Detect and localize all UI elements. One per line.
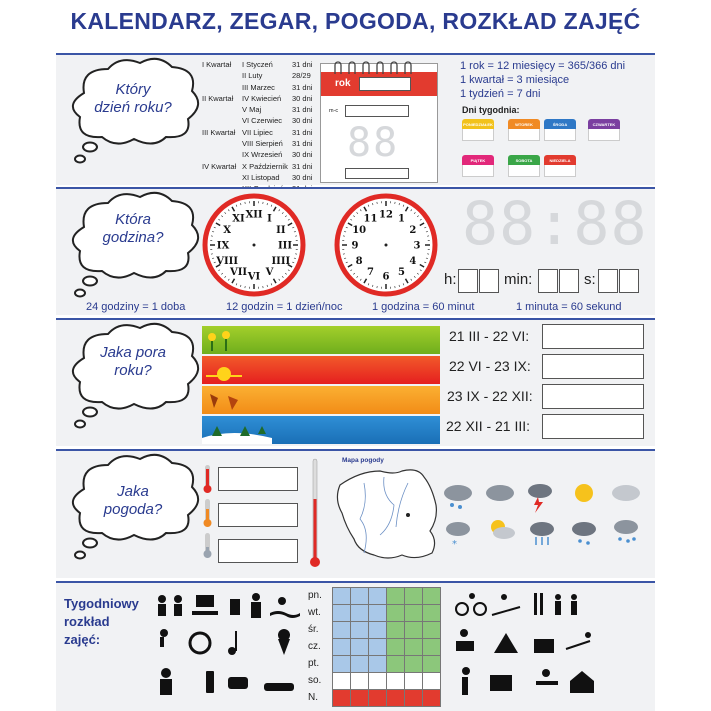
schedule-row	[333, 605, 441, 622]
spring-input[interactable]	[542, 324, 644, 349]
schedule-day-label: śr.	[308, 624, 319, 635]
clock-question: Która godzina?	[102, 211, 164, 246]
clock-fact-day: 24 godziny = 1 doba	[86, 301, 186, 313]
trash-icon	[230, 599, 240, 615]
weekday-label: NIEDZIELA	[544, 155, 576, 165]
desk-icon	[536, 669, 558, 685]
month-label: m-c	[329, 108, 339, 114]
snow-icon	[446, 522, 470, 550]
schedule-cell[interactable]	[351, 622, 369, 639]
weekday-label: PIĄTEK	[462, 155, 494, 165]
svg-text:IX: IX	[216, 240, 230, 252]
tent-icon	[494, 633, 518, 653]
schedule-row	[333, 690, 441, 707]
minutes-label: min:	[504, 271, 533, 288]
month-name: VIII Sierpień	[242, 139, 283, 149]
schedule-day-label: wt.	[308, 607, 321, 618]
bag-icon	[534, 639, 554, 653]
schedule-panel	[56, 581, 655, 711]
schedule-cell[interactable]	[423, 605, 441, 622]
swimming-icon	[270, 597, 300, 618]
weekday-label: PONIEDZIAŁEK	[462, 119, 494, 129]
day-name-input[interactable]	[345, 168, 409, 179]
svg-text:VI: VI	[247, 271, 261, 283]
month-input[interactable]	[345, 105, 409, 117]
arabic-clock-icon	[334, 193, 438, 297]
summer-range-label: 22 VI - 23 IX:	[449, 358, 531, 374]
sun-icon	[202, 356, 242, 384]
month-days: 31 dni	[292, 105, 313, 115]
schedule-cell[interactable]	[405, 656, 423, 673]
svg-text:1: 1	[398, 213, 405, 225]
scale-thermometer-icon	[308, 459, 322, 569]
tv-icon	[490, 675, 512, 691]
spring-band	[202, 326, 440, 354]
month-name: V Maj	[242, 105, 262, 115]
schedule-cell[interactable]	[351, 690, 369, 707]
schedule-cell[interactable]	[423, 639, 441, 656]
hours-input-2[interactable]	[479, 269, 499, 293]
winter-trees-icon	[202, 416, 272, 444]
calendar-facts: 1 rok = 12 miesięcy = 365/366 dni 1 kwartał = 3 miesiące 1 tydzień = 7 dni	[460, 60, 626, 100]
svg-text:3: 3	[413, 240, 421, 252]
activity-pictograms	[152, 591, 302, 709]
activity-pictograms-right	[454, 591, 612, 709]
storm-icon	[528, 484, 552, 513]
schedule-row	[333, 673, 441, 690]
cloudy-icon	[486, 485, 514, 501]
schedule-cell[interactable]	[423, 622, 441, 639]
schedule-cell[interactable]	[333, 622, 351, 639]
svg-text:XII: XII	[245, 209, 263, 221]
cold-temperature-input[interactable]	[218, 539, 298, 563]
seasons-question: Jaka pora roku?	[100, 344, 166, 379]
svg-text:*: *	[452, 539, 457, 550]
weekday-card[interactable]	[588, 119, 620, 141]
schedule-cell[interactable]	[387, 673, 405, 690]
autumn-leaves-icon	[202, 386, 246, 414]
month-name: XI Listopad	[242, 172, 280, 182]
schedule-day-label: so.	[308, 675, 322, 686]
weekday-card[interactable]	[508, 119, 540, 141]
sun-icon	[575, 484, 593, 502]
svg-text:12: 12	[379, 209, 393, 221]
minutes-input-2[interactable]	[559, 269, 579, 293]
schedule-cell[interactable]	[405, 588, 423, 605]
ice-cream-icon	[278, 629, 290, 655]
month-days: 30 dni	[292, 93, 313, 103]
thought-cloud-icon	[56, 189, 206, 309]
schedule-cell[interactable]	[423, 690, 441, 707]
hot-temperature-input[interactable]	[218, 467, 298, 491]
month-days: 31 dni	[292, 139, 313, 149]
month-days: 30 dni	[292, 172, 313, 182]
scissors-icon	[534, 593, 543, 615]
reading-icon	[456, 629, 474, 651]
schedule-cell[interactable]	[387, 639, 405, 656]
schedule-label: Tygodniowy rozkład zajęć:	[64, 596, 139, 647]
thermometer-icons	[200, 463, 216, 559]
spring-flowers-icon	[202, 326, 242, 354]
summer-band	[202, 356, 440, 384]
schedule-cell[interactable]	[333, 588, 351, 605]
month-days: 28/29	[292, 71, 311, 81]
month-name: VII Lipiec	[242, 127, 273, 137]
weather-map-title: Mapa pogody	[342, 457, 384, 464]
svg-text:10: 10	[352, 224, 367, 236]
schedule-day-label: pt.	[308, 658, 320, 669]
clock-panel	[56, 187, 655, 315]
cloud-hail-icon	[444, 485, 472, 509]
schedule-cell[interactable]	[369, 639, 387, 656]
month-name: IX Wrzesień	[242, 150, 283, 160]
schedule-cell[interactable]	[423, 588, 441, 605]
schedule-cell[interactable]	[369, 673, 387, 690]
schedule-cell[interactable]	[423, 656, 441, 673]
hiking-icon	[462, 667, 470, 695]
schedule-cell[interactable]	[333, 690, 351, 707]
year-input[interactable]	[359, 77, 411, 91]
drizzle-icon	[572, 522, 596, 545]
weather-icons	[442, 481, 648, 551]
svg-text:4: 4	[409, 255, 417, 267]
schedule-cell[interactable]	[369, 690, 387, 707]
svg-text:I: I	[267, 213, 272, 225]
weekday-label: CZWARTEK	[588, 119, 620, 129]
seesaw-icon	[566, 632, 591, 649]
schedule-row	[333, 622, 441, 639]
svg-text:VII: VII	[229, 267, 248, 279]
schedule-cell[interactable]	[369, 605, 387, 622]
svg-text:2: 2	[409, 224, 417, 236]
poland-map-icon[interactable]	[328, 463, 446, 573]
schedule-cell[interactable]	[351, 588, 369, 605]
schedule-cell[interactable]	[351, 673, 369, 690]
schedule-day-label: pn.	[308, 590, 322, 601]
cup-icon	[228, 677, 248, 689]
weekday-card[interactable]	[544, 155, 576, 177]
svg-text:X: X	[223, 224, 232, 236]
schedule-cell[interactable]	[387, 690, 405, 707]
weather-panel	[56, 449, 655, 578]
schedule-day-labels	[308, 587, 332, 706]
rain-icon	[530, 522, 554, 545]
schedule-cell[interactable]	[333, 639, 351, 656]
hours-label: h:	[444, 271, 457, 288]
minutes-input-1[interactable]	[538, 269, 558, 293]
phone-icon	[206, 671, 214, 693]
clock-fact-half: 12 godzin = 1 dzień/noc	[226, 301, 343, 313]
weather-question: Jaka pogoda?	[103, 483, 163, 518]
month-name: III Marzec	[242, 82, 275, 92]
wall-calendar	[320, 63, 438, 183]
weekday-label: ŚRODA	[544, 119, 576, 129]
computer-icon	[192, 595, 218, 615]
svg-text:V: V	[265, 267, 274, 279]
partly-cloudy-icon	[491, 520, 515, 539]
winter-range-label: 22 XII - 21 III:	[446, 418, 531, 434]
schedule-cell[interactable]	[405, 639, 423, 656]
svg-text:IIII: IIII	[271, 255, 291, 267]
thought-cloud-icon	[56, 320, 206, 440]
warm-temperature-input[interactable]	[218, 503, 298, 527]
schedule-row	[333, 588, 441, 605]
week-title: Dni tygodnia:	[462, 105, 520, 115]
day-digits: 88	[347, 120, 400, 166]
plate-cutlery-icon	[190, 633, 210, 653]
svg-text:II: II	[276, 224, 286, 236]
calendar-panel	[56, 53, 655, 185]
month-name: X Październik	[242, 161, 288, 171]
page-title: KALENDARZ, ZEGAR, POGODA, ROZKŁAD ZAJĘĆ	[70, 8, 641, 34]
month-days: 31 dni	[292, 82, 313, 92]
svg-text:6: 6	[382, 271, 390, 283]
house-icon	[570, 671, 594, 693]
schedule-cell[interactable]	[333, 656, 351, 673]
svg-text:III: III	[277, 240, 293, 252]
weekday-card[interactable]	[462, 119, 494, 141]
month-name: I Styczeń	[242, 60, 273, 69]
svg-text:7: 7	[367, 267, 374, 279]
seconds-input-2[interactable]	[619, 269, 639, 293]
weekday-label: WTOREK	[508, 119, 540, 129]
svg-text:5: 5	[398, 267, 405, 279]
schedule-cell[interactable]	[351, 605, 369, 622]
doctor-icon	[160, 668, 172, 695]
music-note-icon	[228, 631, 237, 655]
schedule-cell[interactable]	[369, 588, 387, 605]
month-days: 31 dni	[292, 161, 313, 171]
rok-label: rok	[335, 78, 351, 89]
schedule-cell[interactable]	[387, 656, 405, 673]
schedule-cell[interactable]	[423, 673, 441, 690]
schedule-cell[interactable]	[351, 639, 369, 656]
autumn-range-label: 23 IX - 22 XII:	[447, 388, 533, 404]
svg-text:8: 8	[355, 255, 363, 267]
digital-clock-display: 88:88	[462, 189, 648, 259]
schedule-cell[interactable]	[333, 673, 351, 690]
seconds-input-1[interactable]	[598, 269, 618, 293]
month-days: 31 dni	[292, 60, 313, 69]
skiing-icon	[492, 594, 520, 615]
schedule-row	[333, 656, 441, 673]
clock-fact-hour: 1 godzina = 60 minut	[372, 301, 475, 313]
month-name: II Luty	[242, 71, 263, 81]
quarters-column: I Kwartał II Kwartał III Kwartał IV Kwartał	[202, 60, 237, 171]
month-days: 31 dni	[292, 127, 313, 137]
summer-input[interactable]	[542, 354, 644, 379]
spring-range-label: 21 III - 22 VI:	[449, 328, 530, 344]
hours-input-1[interactable]	[458, 269, 478, 293]
overcast-icon	[612, 485, 640, 501]
autumn-input[interactable]	[542, 384, 644, 409]
person-icon	[251, 593, 261, 618]
schedule-day-label: cz.	[308, 641, 321, 652]
schedule-day-label: N.	[308, 692, 318, 703]
schedule-cell[interactable]	[405, 673, 423, 690]
weekday-card[interactable]	[462, 155, 494, 177]
schedule-cell[interactable]	[405, 622, 423, 639]
family-icon	[555, 594, 577, 615]
svg-text:9: 9	[351, 240, 359, 252]
schedule-row	[333, 639, 441, 656]
schedule-cell[interactable]	[387, 605, 405, 622]
bath-icon	[264, 683, 294, 691]
svg-text:VIII: VIII	[216, 255, 239, 267]
clock-fact-minute: 1 minuta = 60 sekund	[516, 301, 622, 313]
roman-clock-icon	[202, 193, 306, 297]
people-talking-icon	[158, 595, 182, 616]
autumn-band	[202, 386, 440, 414]
schedule-cell[interactable]	[387, 622, 405, 639]
winter-band	[202, 416, 440, 444]
showers-icon	[614, 520, 638, 543]
month-days-column	[292, 59, 316, 195]
bicycle-icon	[456, 593, 486, 615]
schedule-cell[interactable]	[387, 588, 405, 605]
svg-text:XI: XI	[232, 213, 245, 225]
svg-text:11: 11	[363, 213, 378, 225]
weekday-card[interactable]	[544, 119, 576, 141]
schedule-cell[interactable]	[405, 690, 423, 707]
schedule-cell[interactable]	[369, 656, 387, 673]
weekday-label: SOBOTA	[508, 155, 540, 165]
seasons-panel	[56, 318, 655, 446]
month-name: VI Czerwiec	[242, 116, 283, 126]
month-days: 30 dni	[292, 150, 313, 160]
month-name: IV Kwiecień	[242, 93, 282, 103]
winter-input[interactable]	[542, 414, 644, 439]
schedule-cell[interactable]	[369, 622, 387, 639]
calendar-question: Który dzień roku?	[94, 81, 172, 116]
schedule-cell[interactable]	[351, 656, 369, 673]
weekday-card[interactable]	[508, 155, 540, 177]
schedule-grid[interactable]	[332, 587, 441, 707]
calendar-rings-icon	[331, 58, 431, 78]
schedule-cell[interactable]	[405, 605, 423, 622]
schedule-cell[interactable]	[333, 605, 351, 622]
running-icon	[156, 629, 170, 649]
seconds-label: s:	[584, 271, 596, 288]
month-days: 30 dni	[292, 116, 313, 126]
